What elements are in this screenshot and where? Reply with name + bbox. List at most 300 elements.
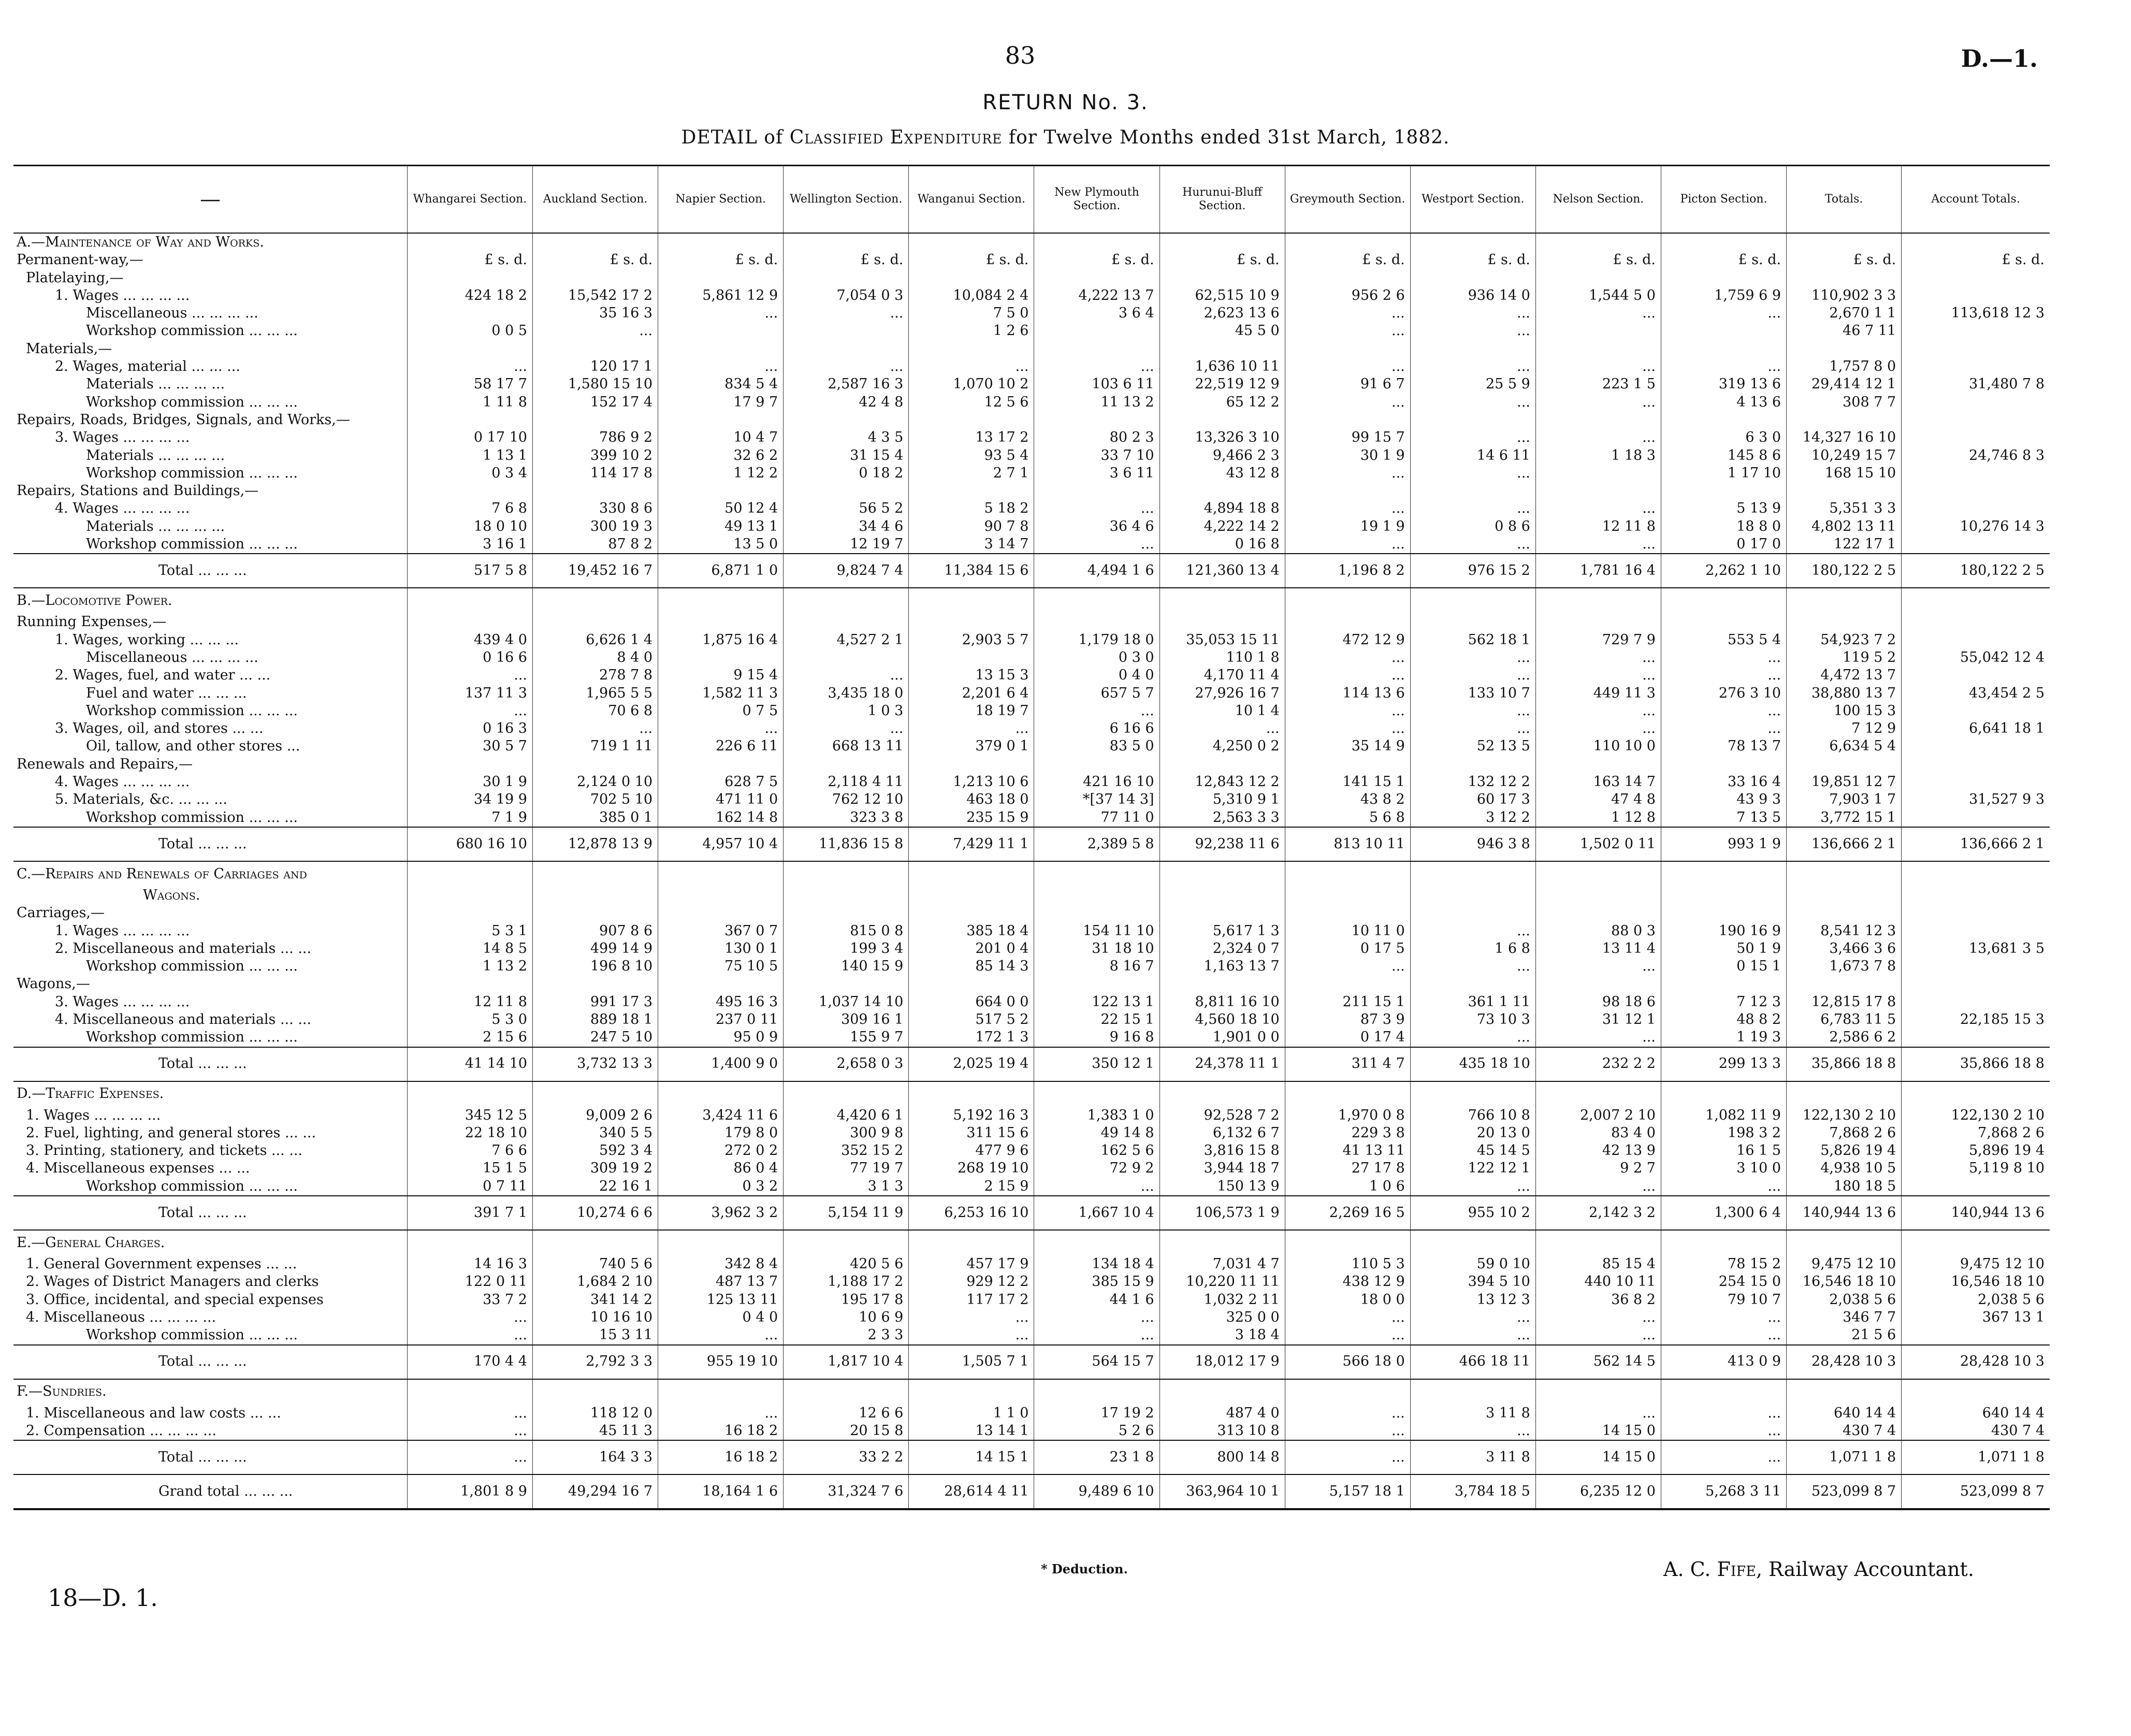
amount-cell: 62,515 10 9: [1159, 287, 1285, 305]
total-cell: 523,099 8 7: [1787, 1474, 1902, 1509]
amount-cell: [658, 975, 784, 993]
amount-cell: 3,784 18 5: [1410, 1474, 1535, 1509]
amount-cell: 120 17 1: [532, 358, 658, 375]
amount-cell: ...: [1285, 394, 1410, 411]
total-cell: [1787, 588, 1902, 613]
amount-cell: 5 3 0: [407, 1011, 532, 1029]
amount-cell: 16 18 2: [658, 1440, 784, 1474]
table-row: [13, 702, 2050, 720]
amount-cell: [1159, 1081, 1285, 1107]
amount-cell: [1661, 233, 1786, 251]
amount-cell: 680 16 10: [407, 827, 532, 861]
amount-cell: 0 8 6: [1410, 518, 1535, 536]
amount-cell: 30 1 9: [1285, 447, 1410, 465]
amount-cell: ...: [1535, 1309, 1661, 1326]
amount-cell: 201 0 4: [909, 940, 1034, 958]
account-total-cell: 523,099 8 7: [1902, 1474, 2050, 1509]
amount-cell: [1410, 269, 1535, 287]
amount-cell: 79 10 7: [1661, 1291, 1786, 1309]
account-total-cell: 24,746 8 3: [1902, 447, 2050, 465]
amount-cell: ...: [1535, 720, 1661, 737]
amount-cell: ...: [1285, 358, 1410, 375]
amount-cell: ...: [1535, 667, 1661, 684]
amount-cell: ...: [1535, 958, 1661, 975]
amount-cell: 3 14 7: [909, 536, 1034, 554]
account-total-cell: [1902, 411, 2050, 429]
amount-cell: 0 3 0: [1034, 649, 1159, 667]
total-cell: [1787, 482, 1902, 500]
amount-cell: ...: [1535, 429, 1661, 446]
amount-cell: [909, 269, 1034, 287]
amount-cell: £ s. d.: [532, 251, 658, 269]
account-total-cell: 122,130 2 10: [1902, 1107, 2050, 1124]
amount-cell: ...: [407, 1326, 532, 1344]
account-total-cell: [1902, 1326, 2050, 1344]
amount-cell: 33 16 4: [1661, 773, 1786, 791]
header-row: [13, 166, 2050, 234]
account-total-cell: £ s. d.: [1902, 251, 2050, 269]
amount-cell: 18,164 1 6: [658, 1474, 784, 1509]
total-cell: 28,428 10 3: [1787, 1345, 1902, 1379]
amount-cell: [1535, 1230, 1661, 1255]
amount-cell: 20 13 0: [1410, 1124, 1535, 1142]
amount-cell: 223 1 5: [1535, 375, 1661, 393]
amount-cell: 90 7 8: [909, 518, 1034, 536]
amount-cell: 3 10 0: [1661, 1160, 1786, 1177]
row-label: Workshop commission ... ... ...: [86, 465, 298, 481]
amount-cell: [909, 340, 1034, 358]
amount-cell: [1159, 887, 1285, 904]
amount-cell: [1034, 340, 1159, 358]
table-row: [13, 1255, 2050, 1273]
amount-cell: 31 15 4: [784, 447, 909, 465]
amount-cell: ...: [1034, 1326, 1159, 1344]
total-cell: 119 5 2: [1787, 649, 1902, 667]
amount-cell: 72 9 2: [1034, 1160, 1159, 1177]
amount-cell: 1,505 7 1: [909, 1345, 1034, 1379]
amount-cell: [532, 904, 658, 922]
amount-cell: [1535, 340, 1661, 358]
amount-cell: 1,070 10 2: [909, 375, 1034, 393]
table-row: [13, 737, 2050, 755]
amount-cell: 1 1 0: [909, 1405, 1034, 1422]
amount-cell: 7 13 5: [1661, 809, 1786, 827]
amount-cell: 439 4 0: [407, 631, 532, 649]
amount-cell: [909, 649, 1034, 667]
amount-cell: 3 6 11: [1034, 465, 1159, 482]
amount-cell: 7,054 0 3: [784, 287, 909, 305]
total-cell: 1,673 7 8: [1787, 958, 1902, 975]
amount-cell: [1034, 613, 1159, 631]
account-total-cell: [1902, 482, 2050, 500]
amount-cell: ...: [1410, 322, 1535, 340]
amount-cell: 211 15 1: [1285, 993, 1410, 1011]
total-cell: 3,466 3 6: [1787, 940, 1902, 958]
account-total-cell: 136,666 2 1: [1902, 827, 2050, 861]
amount-cell: [1661, 322, 1786, 340]
table-row: [13, 429, 2050, 446]
amount-cell: 0 3 2: [658, 1178, 784, 1196]
amount-cell: ...: [1410, 1178, 1535, 1196]
amount-cell: [658, 233, 784, 251]
amount-cell: ...: [909, 1309, 1034, 1326]
account-total-cell: [1902, 358, 2050, 375]
amount-cell: 122 0 11: [407, 1273, 532, 1291]
amount-cell: 11,384 15 6: [909, 554, 1034, 588]
row-label: D.—Traffic Expenses.: [17, 1086, 164, 1102]
amount-cell: ...: [1535, 1178, 1661, 1196]
amount-cell: 35,053 15 11: [1159, 631, 1285, 649]
row-label: 3. Wages, oil, and stores ... ...: [55, 720, 264, 737]
total-cell: 6,634 5 4: [1787, 737, 1902, 755]
amount-cell: [1159, 233, 1285, 251]
amount-cell: [1410, 975, 1535, 993]
amount-cell: 130 0 1: [658, 940, 784, 958]
amount-cell: 50 1 9: [1661, 940, 1786, 958]
row-label: Running Expenses,—: [17, 614, 167, 630]
total-cell: [1787, 233, 1902, 251]
amount-cell: [407, 588, 532, 613]
row-label: E.—General Charges.: [17, 1234, 165, 1251]
amount-cell: ...: [784, 720, 909, 737]
table-row: [13, 649, 2050, 667]
amount-cell: ...: [407, 1405, 532, 1422]
row-label: 3. Wages ... ... ... ...: [55, 993, 190, 1010]
row-label: 2. Wages, material ... ... ...: [55, 358, 240, 375]
amount-cell: 12 5 6: [909, 394, 1034, 411]
amount-cell: [1285, 340, 1410, 358]
amount-cell: 719 1 11: [532, 737, 658, 755]
subheading-row: [13, 269, 2050, 287]
amount-cell: ...: [1410, 536, 1535, 554]
total-cell: [1787, 340, 1902, 358]
amount-cell: 463 18 0: [909, 791, 1034, 808]
amount-cell: 311 4 7: [1285, 1047, 1410, 1081]
row-label: 4. Miscellaneous and materials ... ...: [55, 1011, 312, 1028]
amount-cell: 93 5 4: [909, 447, 1034, 465]
amount-cell: 363,964 10 1: [1159, 1474, 1285, 1509]
amount-cell: 226 6 11: [658, 737, 784, 755]
amount-cell: [1661, 613, 1786, 631]
table-row: [13, 465, 2050, 482]
amount-cell: [784, 588, 909, 613]
column-header-hurunui-bluff: Hurunui-Bluff Section.: [1159, 166, 1285, 234]
amount-cell: 1,781 16 4: [1535, 554, 1661, 588]
subheading-row: [13, 411, 2050, 429]
amount-cell: ...: [1410, 1309, 1535, 1326]
amount-cell: 3,435 18 0: [784, 685, 909, 702]
row-label: A.—Maintenance of Way and Works.: [17, 234, 264, 250]
amount-cell: 34 4 6: [784, 518, 909, 536]
amount-cell: 70 6 8: [532, 702, 658, 720]
amount-cell: 5 2 6: [1034, 1422, 1159, 1440]
amount-cell: [1661, 861, 1786, 887]
amount-cell: [909, 861, 1034, 887]
row-label: F.—Sundries.: [17, 1383, 107, 1400]
account-total-cell: [1902, 904, 2050, 922]
amount-cell: 1 2 6: [909, 322, 1034, 340]
amount-cell: [1159, 975, 1285, 993]
amount-cell: 4,527 2 1: [784, 631, 909, 649]
amount-cell: 1,383 1 0: [1034, 1107, 1159, 1124]
amount-cell: 2,903 5 7: [909, 631, 1034, 649]
amount-cell: 20 15 8: [784, 1422, 909, 1440]
amount-cell: 4,957 10 4: [658, 827, 784, 861]
amount-cell: 1,082 11 9: [1661, 1107, 1786, 1124]
amount-cell: 18 8 0: [1661, 518, 1786, 536]
amount-cell: 14 15 1: [909, 1440, 1034, 1474]
amount-cell: 33 7 2: [407, 1291, 532, 1309]
row-label: 1. Wages ... ... ... ...: [55, 922, 190, 939]
total-cell: 100 15 3: [1787, 702, 1902, 720]
amount-cell: 235 15 9: [909, 809, 1034, 827]
amount-cell: ...: [1285, 305, 1410, 322]
amount-cell: 137 11 3: [407, 685, 532, 702]
amount-cell: ...: [658, 358, 784, 375]
amount-cell: 198 3 2: [1661, 1124, 1786, 1142]
amount-cell: 1,801 8 9: [407, 1474, 532, 1509]
amount-cell: 154 11 10: [1034, 922, 1159, 940]
amount-cell: 495 16 3: [658, 993, 784, 1011]
total-cell: 21 5 6: [1787, 1326, 1902, 1344]
total-cell: [1787, 1081, 1902, 1107]
amount-cell: 1 13 1: [407, 447, 532, 465]
account-total-cell: [1902, 1178, 2050, 1196]
column-header-auckland: Auckland Section.: [532, 166, 658, 234]
amount-cell: ...: [1285, 465, 1410, 482]
amount-cell: [1285, 1230, 1410, 1255]
amount-cell: [1034, 756, 1159, 773]
amount-cell: ...: [1535, 536, 1661, 554]
total-row: [13, 1440, 2050, 1474]
amount-cell: [909, 975, 1034, 993]
amount-cell: [1661, 1230, 1786, 1255]
account-total-cell: 180,122 2 5: [1902, 554, 2050, 588]
amount-cell: [1535, 756, 1661, 773]
account-total-cell: [1902, 702, 2050, 720]
amount-cell: [532, 975, 658, 993]
subheading-row: [13, 613, 2050, 631]
amount-cell: [1159, 861, 1285, 887]
amount-cell: 0 7 5: [658, 702, 784, 720]
amount-cell: 1,580 15 10: [532, 375, 658, 393]
amount-cell: [1410, 1230, 1535, 1255]
amount-cell: [1661, 1081, 1786, 1107]
table-row: [13, 1291, 2050, 1309]
amount-cell: 85 15 4: [1535, 1255, 1661, 1273]
account-total-cell: [1902, 809, 2050, 827]
amount-cell: [909, 1081, 1034, 1107]
amount-cell: [784, 756, 909, 773]
account-total-cell: [1902, 975, 2050, 993]
row-label: Materials ... ... ... ...: [86, 376, 225, 393]
amount-cell: 341 14 2: [532, 1291, 658, 1309]
amount-cell: 0 15 1: [1661, 958, 1786, 975]
amount-cell: 9 16 8: [1034, 1029, 1159, 1047]
account-total-cell: [1902, 667, 2050, 684]
amount-cell: [1535, 465, 1661, 482]
amount-cell: [909, 613, 1034, 631]
amount-cell: [1034, 1379, 1159, 1405]
amount-cell: 7,031 4 7: [1159, 1255, 1285, 1273]
amount-cell: 14 15 0: [1535, 1422, 1661, 1440]
amount-cell: [407, 861, 532, 887]
amount-cell: 323 3 8: [784, 809, 909, 827]
amount-cell: 8,811 16 10: [1159, 993, 1285, 1011]
amount-cell: 56 5 2: [784, 500, 909, 517]
row-label: Workshop commission ... ... ...: [86, 323, 298, 339]
amount-cell: 3,816 15 8: [1159, 1142, 1285, 1160]
amount-cell: ...: [658, 720, 784, 737]
amount-cell: 36 8 2: [1535, 1291, 1661, 1309]
amount-cell: 23 1 8: [1034, 1440, 1159, 1474]
amount-cell: 12 6 6: [784, 1405, 909, 1422]
total-cell: 4,472 13 7: [1787, 667, 1902, 684]
amount-cell: 5,268 3 11: [1661, 1474, 1786, 1509]
amount-cell: 1,684 2 10: [532, 1273, 658, 1291]
row-label: 2. Miscellaneous and materials ... ...: [55, 940, 312, 957]
amount-cell: 1,970 0 8: [1285, 1107, 1410, 1124]
amount-cell: £ s. d.: [658, 251, 784, 269]
row-label: Total ... ... ...: [13, 1047, 407, 1081]
table-row: [13, 1142, 2050, 1160]
amount-cell: 85 14 3: [909, 958, 1034, 975]
amount-cell: 50 12 4: [658, 500, 784, 517]
amount-cell: ...: [532, 322, 658, 340]
account-total-cell: 5,896 19 4: [1902, 1142, 2050, 1160]
amount-cell: 25 5 9: [1410, 375, 1535, 393]
section-heading-row: [13, 861, 2050, 887]
amount-cell: 3 18 4: [1159, 1326, 1285, 1344]
account-total-cell: [1902, 500, 2050, 517]
total-cell: [1787, 1379, 1902, 1405]
amount-cell: 562 18 1: [1410, 631, 1535, 649]
amount-cell: 3 12 2: [1410, 809, 1535, 827]
amount-cell: 31 18 10: [1034, 940, 1159, 958]
amount-cell: [407, 482, 532, 500]
amount-cell: 3 11 8: [1410, 1405, 1535, 1422]
amount-cell: 49 14 8: [1034, 1124, 1159, 1142]
amount-cell: 929 12 2: [909, 1273, 1034, 1291]
total-cell: 10,249 15 7: [1787, 447, 1902, 465]
amount-cell: 87 8 2: [532, 536, 658, 554]
total-cell: 2,670 1 1: [1787, 305, 1902, 322]
amount-cell: 564 15 7: [1034, 1345, 1159, 1379]
column-header-whangarei: Whangarei Section.: [407, 166, 532, 234]
amount-cell: [1535, 887, 1661, 904]
total-cell: 136,666 2 1: [1787, 827, 1902, 861]
amount-cell: [1535, 904, 1661, 922]
amount-cell: 141 15 1: [1285, 773, 1410, 791]
amount-cell: 118 12 0: [532, 1405, 658, 1422]
amount-cell: [407, 233, 532, 251]
column-header-account-totals: Account Totals.: [1902, 166, 2050, 234]
amount-cell: 73 10 3: [1410, 1011, 1535, 1029]
total-cell: 4,938 10 5: [1787, 1160, 1902, 1177]
account-total-cell: 5,119 8 10: [1902, 1160, 2050, 1177]
total-cell: 2,586 6 2: [1787, 1029, 1902, 1047]
column-header-nelson: Nelson Section.: [1535, 166, 1661, 234]
section-heading-row: [13, 233, 2050, 251]
amount-cell: [909, 482, 1034, 500]
amount-cell: 1 17 10: [1661, 465, 1786, 482]
amount-cell: 272 0 2: [658, 1142, 784, 1160]
total-cell: [1787, 861, 1902, 887]
amount-cell: 6,235 12 0: [1535, 1474, 1661, 1509]
total-cell: 38,880 13 7: [1787, 685, 1902, 702]
amount-cell: 3,732 13 3: [532, 1047, 658, 1081]
amount-cell: [658, 756, 784, 773]
amount-cell: [407, 613, 532, 631]
amount-cell: 22 18 10: [407, 1124, 532, 1142]
amount-cell: [532, 340, 658, 358]
amount-cell: 91 6 7: [1285, 375, 1410, 393]
row-label: Miscellaneous ... ... ... ...: [86, 649, 258, 666]
amount-cell: ...: [909, 720, 1034, 737]
amount-cell: [1410, 613, 1535, 631]
total-cell: 180,122 2 5: [1787, 554, 1902, 588]
amount-cell: 300 9 8: [784, 1124, 909, 1142]
amount-cell: 385 15 9: [1034, 1273, 1159, 1291]
account-total-cell: 140,944 13 6: [1902, 1196, 2050, 1230]
row-label: 3. Printing, stationery, and tickets ... ...: [26, 1142, 303, 1159]
amount-cell: 8 16 7: [1034, 958, 1159, 975]
amount-cell: 664 0 0: [909, 993, 1034, 1011]
amount-cell: 340 5 5: [532, 1124, 658, 1142]
amount-cell: 991 17 3: [532, 993, 658, 1011]
amount-cell: 6,626 1 4: [532, 631, 658, 649]
subtitle-detail: DETAIL of: [681, 127, 784, 148]
amount-cell: 19,452 16 7: [532, 554, 658, 588]
amount-cell: [1410, 861, 1535, 887]
amount-cell: [784, 904, 909, 922]
amount-cell: [407, 904, 532, 922]
amount-cell: ...: [1285, 667, 1410, 684]
row-label: Total ... ... ...: [13, 1440, 407, 1474]
amount-cell: [658, 588, 784, 613]
total-cell: 35,866 18 8: [1787, 1047, 1902, 1081]
amount-cell: 4,894 18 8: [1159, 500, 1285, 517]
total-cell: [1787, 975, 1902, 993]
amount-cell: 0 17 5: [1285, 940, 1410, 958]
amount-cell: 17 19 2: [1034, 1405, 1159, 1422]
amount-cell: 385 0 1: [532, 809, 658, 827]
amount-cell: 499 14 9: [532, 940, 658, 958]
amount-cell: 0 3 4: [407, 465, 532, 482]
amount-cell: [909, 756, 1034, 773]
amount-cell: 435 18 10: [1410, 1047, 1535, 1081]
row-label: C.—Repairs and Renewals of Carriages and: [17, 865, 307, 882]
amount-cell: ...: [407, 667, 532, 684]
amount-cell: [407, 756, 532, 773]
amount-cell: 466 18 11: [1410, 1345, 1535, 1379]
amount-cell: ...: [1034, 536, 1159, 554]
amount-cell: 3 6 4: [1034, 305, 1159, 322]
amount-cell: [1661, 1379, 1786, 1405]
amount-cell: 5 3 1: [407, 922, 532, 940]
amount-cell: 2,792 3 3: [532, 1345, 658, 1379]
row-label: 4. Wages ... ... ... ...: [55, 500, 190, 517]
amount-cell: 3 1 3: [784, 1178, 909, 1196]
amount-cell: ...: [1410, 1422, 1535, 1440]
account-total-cell: [1902, 1081, 2050, 1107]
amount-cell: [1034, 1230, 1159, 1255]
amount-cell: [1285, 756, 1410, 773]
amount-cell: [1034, 269, 1159, 287]
amount-cell: 18 0 10: [407, 518, 532, 536]
amount-cell: 379 0 1: [909, 737, 1034, 755]
amount-cell: 0 17 4: [1285, 1029, 1410, 1047]
